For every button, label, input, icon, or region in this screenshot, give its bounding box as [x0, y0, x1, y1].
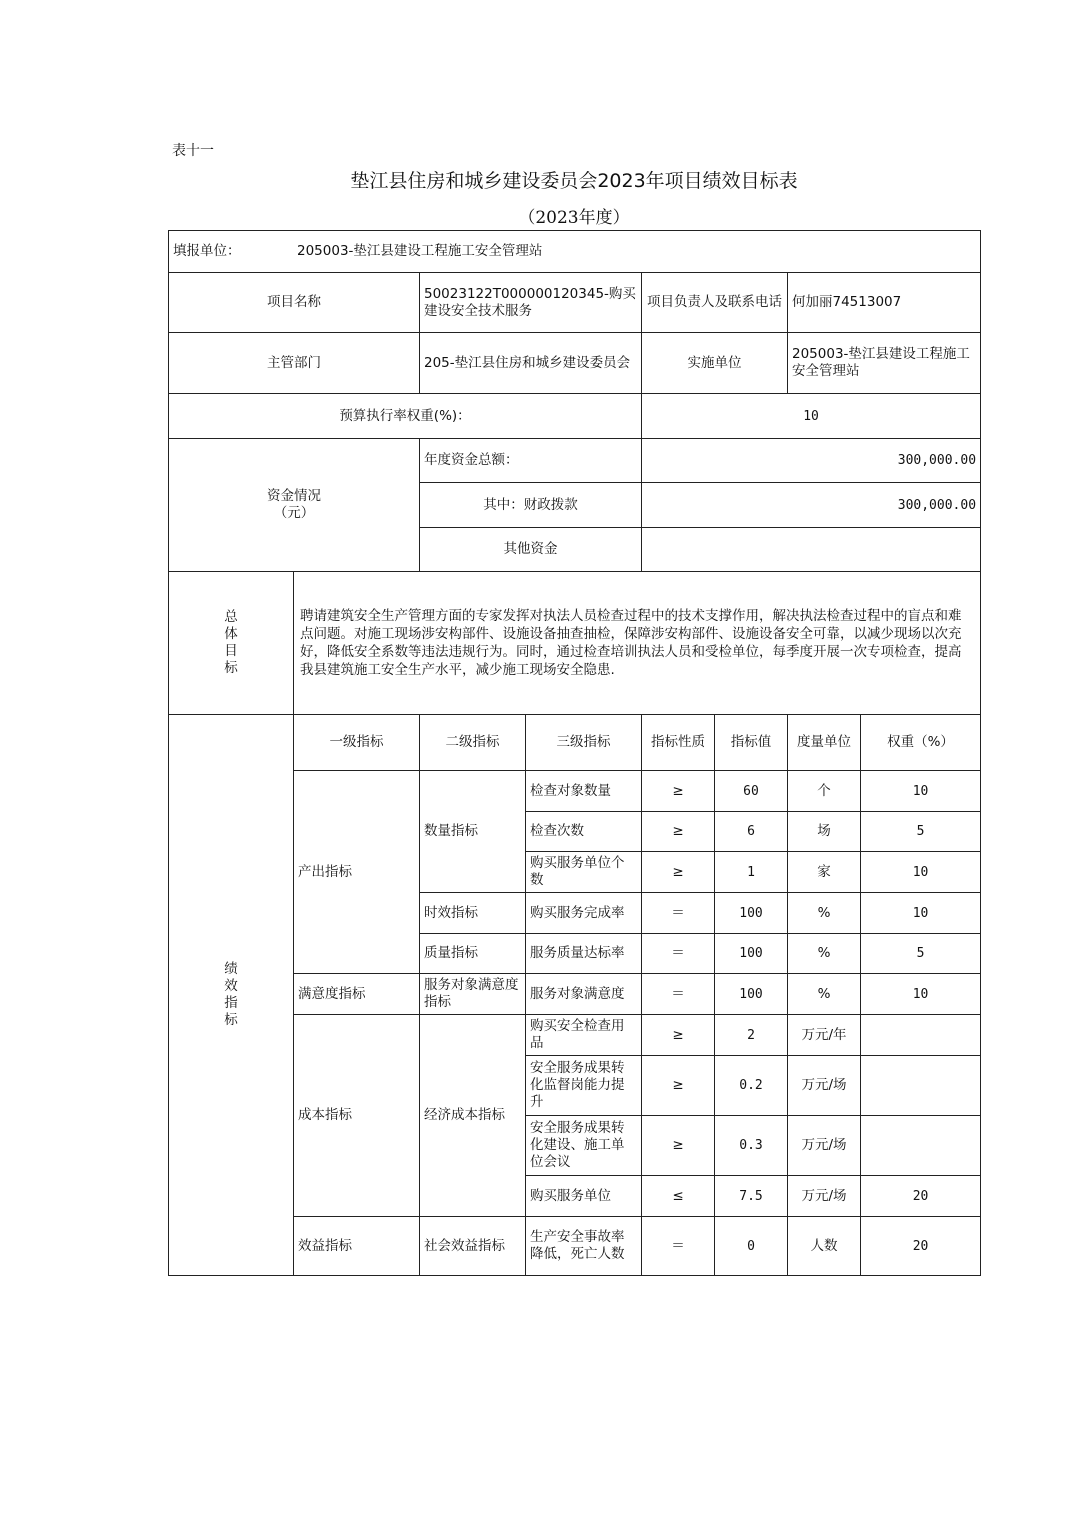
- indicator-name: 检查对象数量: [526, 771, 642, 812]
- indicators-label: [169, 715, 294, 1276]
- indicator-nature: ＝: [642, 893, 715, 934]
- budget-weight-value: 10: [642, 394, 981, 439]
- header-nature: 指标性质: [642, 715, 715, 771]
- indicator-weight: 10: [861, 974, 981, 1015]
- project-name-row: [169, 273, 981, 333]
- table-label: 表十一: [172, 143, 214, 159]
- quantity-indicator-label: 数量指标: [420, 771, 526, 893]
- impl-unit-label: 实施单位: [642, 333, 788, 394]
- performance-target-table: [168, 230, 981, 1276]
- indicators-label-char: 标: [224, 1012, 238, 1028]
- funds-label: 资金情况: [267, 488, 321, 504]
- indicator-unit: %: [788, 974, 861, 1015]
- indicator-weight: 10: [861, 771, 981, 812]
- funds-total-label: 年度资金总额：: [420, 439, 642, 483]
- goal-label-char: 体: [224, 626, 238, 642]
- indicator-value: 100: [715, 974, 788, 1015]
- indicator-unit: 万元/年: [788, 1015, 861, 1056]
- dept-label: 主管部门: [169, 333, 420, 394]
- dept-value: 205-垫江县住房和城乡建设委员会: [420, 333, 642, 394]
- budget-weight-label: 预算执行率权重(%)：: [169, 394, 642, 439]
- indicator-nature: ≥: [642, 1015, 715, 1056]
- contact-label: 项目负责人及联系电话: [642, 273, 788, 333]
- indicator-name: 检查次数: [526, 812, 642, 852]
- funds-fiscal-value: 300,000.00: [642, 483, 981, 528]
- indicator-weight: 20: [861, 1217, 981, 1276]
- indicators-label-char: 指: [224, 995, 238, 1011]
- econ-cost-indicator-label: 经济成本指标: [420, 1015, 526, 1217]
- indicator-unit: 人数: [788, 1217, 861, 1276]
- indicator-unit: 家: [788, 852, 861, 893]
- cost-indicator-label: 成本指标: [294, 1015, 420, 1217]
- impl-unit-value: 205003-垫江县建设工程施工安全管理站: [788, 333, 981, 394]
- indicator-nature: ≤: [642, 1176, 715, 1217]
- indicator-name: 服务对象满意度: [526, 974, 642, 1015]
- indicator-name: 购买服务单位个数: [526, 852, 642, 893]
- indicator-nature: ≥: [642, 1116, 715, 1176]
- funds-label-cell: [169, 439, 420, 572]
- indicator-weight: 10: [861, 852, 981, 893]
- indicator-value: 2: [715, 1015, 788, 1056]
- indicator-name: 生产安全事故率降低，死亡人数: [526, 1217, 642, 1276]
- header-level2: 二级指标: [420, 715, 526, 771]
- overall-goal-text: 聘请建筑安全生产管理方面的专家发挥对执法人员检查过程中的技术支撑作用，解决执法检查过程中的盲点和难点问题。对施工现场涉安构部件、设施设备抽查抽检，保障涉安构部件、设施设备安全可靠，以减少现场以次充好，降低安全系数等违法违规行为。同时，通过检查培训执法人员和受检单位，每季度开展一次专项检查，提高我县建筑施工安全生产水平，减少施工现场安全隐患.: [294, 572, 981, 715]
- document-year: （2023年度）: [518, 208, 630, 228]
- indicator-weight: 20: [861, 1176, 981, 1217]
- indicator-name: 购买服务单位: [526, 1176, 642, 1217]
- reporting-unit-cell: [169, 231, 981, 273]
- indicator-value: 100: [715, 893, 788, 934]
- indicator-unit: 场: [788, 812, 861, 852]
- funds-other-label: 其他资金: [420, 528, 642, 572]
- header-value: 指标值: [715, 715, 788, 771]
- indicator-nature: ＝: [642, 1217, 715, 1276]
- goal-label-char: 目: [224, 643, 238, 659]
- indicator-nature: ≥: [642, 852, 715, 893]
- indicator-weight: [861, 1015, 981, 1056]
- department-row: [169, 333, 981, 394]
- contact-value: 何加丽74513007: [788, 273, 981, 333]
- indicator-value: 7.5: [715, 1176, 788, 1217]
- reporting-unit-label: 填报单位：: [173, 243, 241, 259]
- reporting-unit-row: [169, 231, 981, 273]
- indicator-header-row: [169, 715, 981, 771]
- indicator-name: 购买安全检查用品: [526, 1015, 642, 1056]
- indicator-nature: ≥: [642, 1056, 715, 1116]
- indicator-value: 60: [715, 771, 788, 812]
- project-name-value: 50023122T000000120345-购买建设安全技术服务: [420, 273, 642, 333]
- reporting-unit-value: 205003-垫江县建设工程施工安全管理站: [297, 243, 543, 259]
- indicator-weight: 10: [861, 893, 981, 934]
- output-indicator-label: 产出指标: [294, 771, 420, 974]
- indicator-unit: %: [788, 893, 861, 934]
- indicator-weight: [861, 1056, 981, 1116]
- indicator-nature: ＝: [642, 934, 715, 974]
- satisfaction-sub-indicator-label: 服务对象满意度指标: [420, 974, 526, 1015]
- quality-indicator-label: 质量指标: [420, 934, 526, 974]
- header-level3: 三级指标: [526, 715, 642, 771]
- indicator-nature: ≥: [642, 771, 715, 812]
- goal-label-char: 总: [224, 609, 238, 625]
- benefit-indicator-label: 效益指标: [294, 1217, 420, 1276]
- budget-weight-row: [169, 394, 981, 439]
- indicator-unit: 万元/场: [788, 1056, 861, 1116]
- funds-total-row: [169, 439, 981, 483]
- indicator-value: 100: [715, 934, 788, 974]
- indicator-value: 0: [715, 1217, 788, 1276]
- indicator-value: 6: [715, 812, 788, 852]
- social-benefit-indicator-label: 社会效益指标: [420, 1217, 526, 1276]
- indicator-value: 1: [715, 852, 788, 893]
- indicator-weight: [861, 1116, 981, 1176]
- indicator-weight: 5: [861, 934, 981, 974]
- overall-goal-label: [169, 572, 294, 715]
- header-unit: 度量单位: [788, 715, 861, 771]
- satisfaction-indicator-label: 满意度指标: [294, 974, 420, 1015]
- indicator-name: 服务质量达标率: [526, 934, 642, 974]
- indicator-value: 0.3: [715, 1116, 788, 1176]
- funds-fiscal-label: 其中：财政拨款: [420, 483, 642, 528]
- indicator-name: 购买服务完成率: [526, 893, 642, 934]
- indicator-unit: %: [788, 934, 861, 974]
- indicator-nature: ≥: [642, 812, 715, 852]
- funds-total-value: 300,000.00: [642, 439, 981, 483]
- timeliness-indicator-label: 时效指标: [420, 893, 526, 934]
- indicator-name: 安全服务成果转化监督岗能力提升: [526, 1056, 642, 1116]
- indicator-value: 0.2: [715, 1056, 788, 1116]
- header-level1: 一级指标: [294, 715, 420, 771]
- indicator-name: 安全服务成果转化建设、施工单位会议: [526, 1116, 642, 1176]
- overall-goal-row: [169, 572, 981, 715]
- funds-other-value: [642, 528, 981, 572]
- goal-label-char: 标: [224, 660, 238, 676]
- indicators-label-char: 绩: [224, 961, 238, 977]
- project-name-label: 项目名称: [169, 273, 420, 333]
- indicator-unit: 万元/场: [788, 1176, 861, 1217]
- indicator-unit: 万元/场: [788, 1116, 861, 1176]
- funds-unit: （元）: [273, 505, 315, 521]
- header-weight: 权重（%）: [861, 715, 981, 771]
- indicator-unit: 个: [788, 771, 861, 812]
- indicators-label-char: 效: [224, 978, 238, 994]
- document-title: 垫江县住房和城乡建设委员会2023年项目绩效目标表: [350, 170, 798, 192]
- indicator-nature: ＝: [642, 974, 715, 1015]
- indicator-weight: 5: [861, 812, 981, 852]
